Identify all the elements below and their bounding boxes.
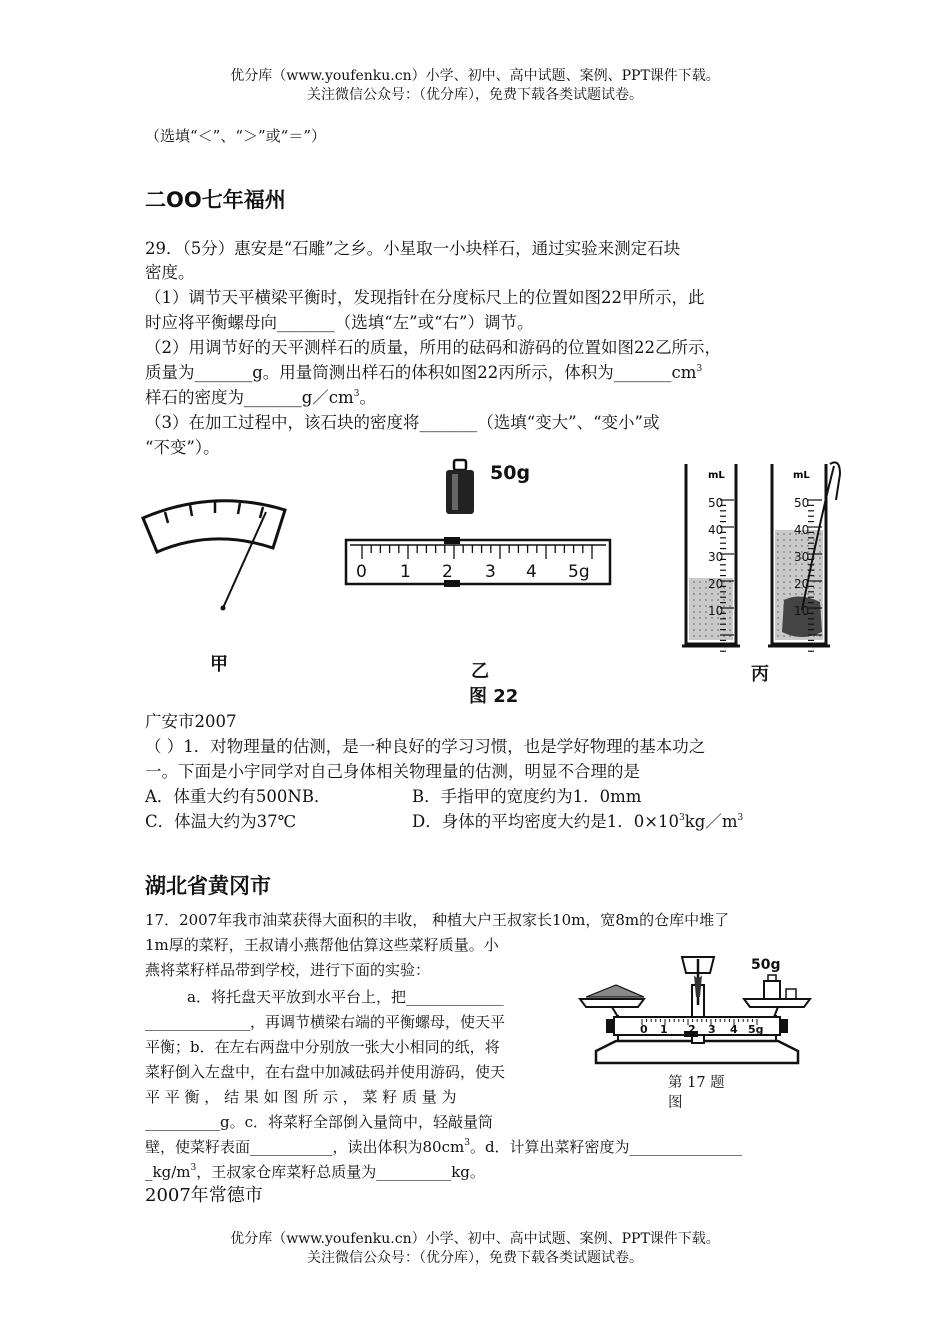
q29-part3-line1: （3）在加工过程中，该石块的密度将_______（选填“变大”、“变小”或: [145, 413, 660, 432]
cylinder-after: [768, 462, 840, 655]
footer-line-2: 关注微信公众号：（优分库），免费下载各类试题试卷。: [307, 1250, 643, 1266]
q29-part2-line3: 样石的密度为$\_\_\_\_\_\_\_g/cm^3$。: [145, 388, 376, 407]
q29-part2-line2: 质量为_______g。用量筒测出样石的体积如图22丙所示，体积为$\_\_\_\_\_\_\_cm^3$: [145, 363, 703, 382]
cylinder-tick-label: 20: [708, 577, 724, 591]
cylinder-unit-label: mL: [793, 470, 810, 481]
ruler-tick-label: 4: [526, 562, 537, 582]
slider-top: [444, 537, 460, 544]
q17-step-b-line1: 平衡；b．在左右两盘中分别放一张大小相同的纸，将: [145, 1038, 500, 1056]
cylinder-before: [682, 464, 740, 655]
cylinder-tick-label: 50: [794, 496, 810, 510]
figure-17-caption-line1: 第 17 题: [668, 1075, 725, 1091]
option-c: C．体温大约为37℃: [145, 812, 297, 831]
pointer-pivot: [221, 606, 226, 611]
q29-line2: 密度。: [145, 263, 195, 282]
figure-22-caption: 图 22: [469, 686, 519, 707]
cylinder-tick-label: 30: [708, 550, 724, 564]
q17-line3: 燕将菜籽样品带到学校，进行下面的实验：: [145, 961, 431, 979]
beam-tick-label: 0: [640, 1023, 648, 1036]
beam-tick-label: 5g: [748, 1023, 764, 1036]
figure-jia-pointer-scale: [135, 490, 305, 620]
section-heading-guangan: 广安市2007: [145, 712, 237, 731]
cylinder-tick-label: 40: [794, 523, 810, 537]
q29-part3-line2: “不变”）。: [145, 438, 220, 457]
option-d: D．身体的平均密度大约是1．$0\times 10^3kg/m^3$: [412, 812, 744, 831]
figure-yi-slider-scale: [342, 532, 614, 594]
weight-50g-icon: [440, 456, 480, 518]
q17-step-a-line2: ______________，再调节横梁右端的平衡螺母，使天平: [145, 1013, 506, 1031]
section-heading-changde: 2007年常德市: [145, 1185, 263, 1206]
q17-line1: 17．2007年我市油菜获得大面积的丰收， 种植大户王叔家长10m，宽8m的仓库中堆了: [145, 911, 730, 929]
pointer-needle: [223, 512, 266, 608]
figure-bing-cylinders: [680, 460, 850, 655]
q17-step-a-line1: a．将托盘天平放到水平台上，把_____________: [187, 988, 504, 1006]
label-bing: 丙: [751, 664, 769, 685]
left-pan: [580, 999, 644, 1007]
section-heading-huanggang: 湖北省黄冈市: [145, 874, 271, 898]
figure-17-caption-line2: 图: [668, 1095, 683, 1111]
header-line-2: 关注微信公众号：（优分库），免费下载各类试题试卷。: [307, 87, 643, 103]
q29-line1: 29．（5分）惠安是“石雕”之乡。小星取一小块样石，通过实验来测定石块: [145, 239, 681, 258]
footer-line-1: 优分库（www.youfenku.cn）小学、初中、高中试题、案例、PPT课件下载。: [230, 1231, 720, 1247]
ruler-tick-label: 0: [356, 562, 367, 582]
q17-step-c-line2: 壁，使菜籽表面___________，读出体积为$80cm^3$。d．计算出菜籽密度为_______________: [145, 1138, 743, 1156]
q1-line2: 一。下面是小宇同学对自己身体相关物理量的估测，明显不合理的是: [145, 762, 640, 781]
balance-base: [596, 1041, 798, 1063]
beam-tick-label: 3: [708, 1023, 716, 1036]
ruler-tick-label: 1: [400, 562, 411, 582]
beam-tick-label: 4: [730, 1023, 738, 1036]
cylinder-tick-label: 50: [708, 496, 724, 510]
option-b: B．手指甲的宽度约为1．0mm: [412, 787, 642, 806]
label-yi: 乙: [471, 661, 489, 682]
cylinder-tick-label: 10: [794, 604, 810, 618]
cylinder-tick-label: 20: [794, 577, 810, 591]
cylinder-tick-label: 10: [708, 604, 724, 618]
beam-tick-label: 1: [660, 1023, 668, 1036]
q1-line1: （ ）1．对物理量的估测，是一种良好的学习习惯，也是学好物理的基本功之: [145, 737, 706, 756]
section-heading-fuzhou: 二OO七年福州: [145, 188, 286, 212]
label-jia: 甲: [210, 654, 228, 675]
beam-tick-label: 2: [688, 1023, 696, 1036]
q17-step-b-line3: 平 平 衡 ， 结 果 如 图 所 示 ， 菜 籽 质 量 为: [145, 1088, 457, 1106]
q29-part1-line2: 时应将平衡螺母向_______（选填“左”或“右”）调节。: [145, 313, 534, 332]
ruler-tick-label: 3: [485, 562, 496, 582]
cylinder-tick-label: 30: [794, 550, 810, 564]
q17-step-b-line2: 菜籽倒入左盘中，在右盘中加减砝码并使用游码，使天: [145, 1063, 506, 1081]
q29-part1-line1: （1）调节天平横梁平衡时，发现指针在分度标尺上的位置如图22甲所示，此: [145, 288, 705, 307]
ruler-tick-label: 2: [442, 562, 453, 582]
option-a: A．体重大约有500NB．: [145, 787, 331, 806]
q29-part2-line1: （2）用调节好的天平测样石的质量，所用的砝码和游码的位置如图22乙所示，: [145, 338, 721, 357]
q17-step-c-line1: __________g。c．将菜籽全部倒入量筒中，轻敲量筒: [145, 1113, 494, 1131]
weight-on-pan: [764, 981, 780, 999]
q17-step-d-line1: $\_kg/m^3$，王叔家仓库菜籽总质量为__________kg。: [145, 1163, 485, 1181]
balance-weight-label: 50g: [751, 957, 781, 973]
cylinder-unit-label: mL: [708, 470, 725, 481]
seed-pile: [586, 985, 644, 997]
cylinder-tick-label: 40: [708, 523, 724, 537]
header-line-1: 优分库（www.youfenku.cn）小学、初中、高中试题、案例、PPT课件下载。: [230, 68, 720, 84]
q17-line2: 1m厚的菜籽，王叔请小燕帮他估算这些菜籽质量。小: [145, 936, 499, 954]
right-pan: [744, 999, 810, 1007]
top-note: （选填“＜”、“＞”或“＝”）: [145, 127, 327, 145]
ruler-tick-label: 5g: [568, 562, 590, 582]
weight-label: 50g: [490, 462, 531, 484]
